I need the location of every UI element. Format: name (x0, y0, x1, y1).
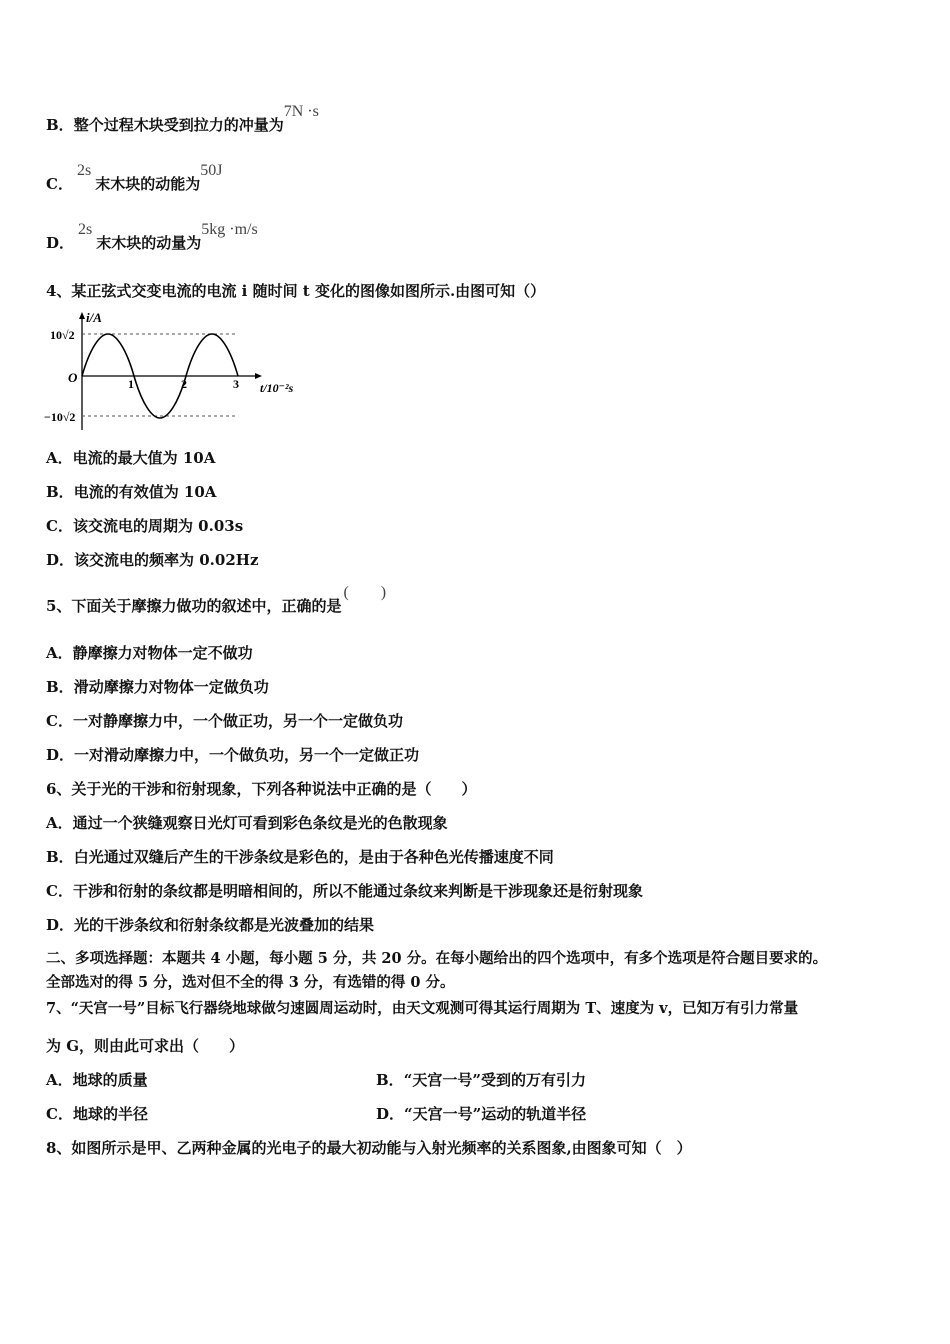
q5-stem-text: 5、下面关于摩擦力做功的叙述中，正确的是 (46, 597, 342, 615)
q6-option-d (46, 915, 374, 935)
option-text: 干涉和衍射的条纹都是明暗相间的，所以不能通过条纹来判断是干涉现象还是衍射现象 (72, 882, 643, 900)
section2-instructions-line2: 全部选对的得 5 分，选对但不全的得 3 分，有选错的得 0 分。 (46, 974, 455, 991)
option-letter: D． (46, 234, 75, 252)
option-math-pre: 2s (78, 221, 93, 238)
section2-instructions-line1: 二、多项选择题：本题共 4 小题，每小题 5 分，共 20 分。在每小题给出的四个选项中，有多个选项是符合题目要求的。 (46, 950, 828, 967)
q3-option-c (46, 162, 223, 195)
q7-stem-line1: 7、“天宫一号”目标飞行器绕地球做匀速圆周运动时，由天文观测可得其运行周期为 T、速度为 v，已知万有引力常量 (46, 1000, 799, 1017)
x-axis-label: t/10⁻²s (260, 381, 294, 395)
option-text: 静摩擦力对物体一定不做功 (72, 644, 253, 662)
option-letter: B． (46, 678, 74, 696)
option-letter: D． (46, 746, 75, 764)
option-letter: C． (46, 517, 73, 535)
option-text: 电流的有效值为 10A (73, 483, 217, 501)
q7-stem-line2: 为 G，则由此可求出（ ） (46, 1037, 245, 1055)
option-text: 通过一个狭缝观察日光灯可看到彩色条纹是光的色散现象 (72, 814, 448, 832)
y-axis-label: i/A (86, 310, 102, 325)
origin-label: O (68, 370, 78, 385)
q7-option-d (376, 1104, 586, 1124)
q4-sine-graph (40, 308, 315, 438)
option-letter: B． (46, 848, 74, 866)
q4-option-b (46, 482, 216, 502)
q6-option-b (46, 847, 554, 867)
option-letter: B． (376, 1071, 404, 1089)
option-letter: A． (46, 449, 73, 467)
option-letter: D． (46, 916, 75, 934)
option-letter: C． (46, 175, 73, 193)
x-tick-3: 3 (233, 377, 239, 391)
option-math-pre: 2s (76, 162, 92, 179)
q7-option-c (46, 1104, 148, 1124)
option-letter: B． (46, 483, 74, 501)
option-text: 末木块的动能为 (95, 175, 201, 193)
q6-option-a (46, 813, 448, 833)
option-text: 一对滑动摩擦力中，一个做负功，另一个一定做正功 (74, 746, 420, 764)
option-text: 白光通过双缝后产生的干涉条纹是彩色的，是由于各种色光传播速度不同 (73, 848, 554, 866)
q8-stem: 8、如图所示是甲、乙两种金属的光电子的最大初动能与入射光频率的关系图象,由图象可知（ ） (46, 1139, 692, 1157)
option-text: “天宫一号”受到的万有引力 (403, 1071, 586, 1089)
q4-stem: 4、某正弦式交变电流的电流 i 随时间 t 变化的图像如图所示.由图可知（） (46, 282, 546, 300)
option-text: 滑动摩擦力对物体一定做负功 (73, 678, 269, 696)
option-letter: A． (46, 1071, 73, 1089)
option-text: 该交流电的周期为 0.03s (72, 517, 244, 535)
option-letter: A． (46, 644, 73, 662)
q5-option-c (46, 711, 403, 731)
y-min-label: −10√2 (44, 410, 76, 424)
q6-option-c (46, 881, 643, 901)
option-text: 该交流电的频率为 0.02Hz (74, 551, 259, 569)
option-text: 电流的最大值为 10A (72, 449, 216, 467)
x-axis-arrow (255, 373, 262, 379)
q5-option-b (46, 677, 269, 697)
option-text: “天宫一号”运动的轨道半径 (404, 1105, 587, 1123)
x-tick-2: 2 (181, 377, 187, 391)
option-letter: C． (46, 882, 73, 900)
q7-option-b (376, 1070, 586, 1090)
option-text: 一对静摩擦力中，一个做正功，另一个一定做负功 (72, 712, 403, 730)
q3-option-b (46, 103, 319, 136)
option-letter: B． (46, 116, 74, 134)
q6-stem: 6、关于光的干涉和衍射现象，下列各种说法中正确的是（ ） (46, 780, 477, 798)
option-math: 50J (200, 162, 223, 179)
y-max-label: 10√2 (50, 328, 75, 342)
option-text: 地球的半径 (72, 1105, 148, 1123)
option-text: 整个过程木块受到拉力的冲量为 (73, 116, 284, 134)
option-letter: D． (46, 551, 75, 569)
q4-option-d (46, 550, 258, 570)
option-letter: D． (376, 1105, 405, 1123)
q5-option-a (46, 643, 253, 663)
q5-answer-paren: ( ) (343, 584, 387, 601)
q4-option-c (46, 516, 243, 536)
x-tick-1: 1 (128, 377, 134, 391)
q5-option-d (46, 745, 419, 765)
q7-option-a (46, 1070, 148, 1090)
option-math: 5kg ·m/s (201, 221, 258, 238)
option-letter: C． (46, 1105, 73, 1123)
option-text: 地球的质量 (72, 1071, 148, 1089)
q4-option-a (46, 448, 215, 468)
option-text: 光的干涉条纹和衍射条纹都是光波叠加的结果 (74, 916, 375, 934)
q3-option-d (46, 221, 258, 254)
option-letter: C． (46, 712, 73, 730)
option-letter: A． (46, 814, 73, 832)
option-text: 末木块的动量为 (96, 234, 202, 252)
option-math: 7N ·s (283, 103, 319, 120)
y-axis-arrow (79, 312, 85, 319)
q5-stem (46, 584, 387, 617)
